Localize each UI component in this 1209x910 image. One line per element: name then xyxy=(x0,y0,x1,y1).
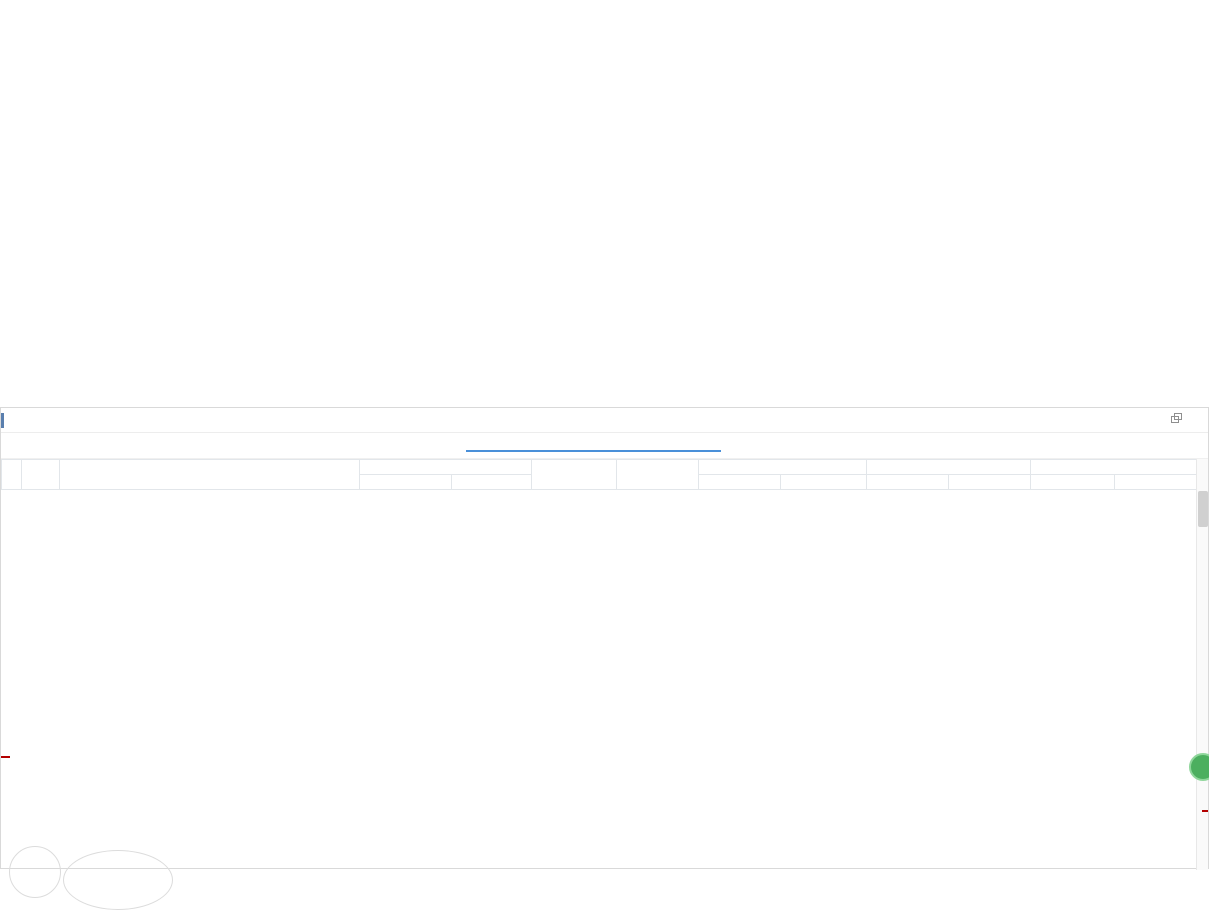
annotation-red-tick-right xyxy=(1202,810,1208,812)
total-amount-header xyxy=(1115,475,1199,490)
floating-helper-badge[interactable] xyxy=(1189,753,1209,781)
scrollbar-thumb[interactable] xyxy=(1198,491,1208,527)
scroll-down-arrow-icon[interactable] xyxy=(1197,858,1209,870)
column-highlight-line xyxy=(466,450,721,452)
watermark-circle xyxy=(63,850,173,910)
row-number-header xyxy=(2,460,22,490)
col-quarter-header xyxy=(532,460,617,490)
remaining-ratio-header xyxy=(867,475,949,490)
title-accent-bar xyxy=(1,413,4,428)
col-remaining-header xyxy=(867,460,1031,475)
total-ratio-header xyxy=(1031,475,1115,490)
watermark-circle xyxy=(9,846,61,898)
cost-entry-window xyxy=(0,407,1209,869)
col-name-header xyxy=(60,460,360,490)
completed-amount-header xyxy=(781,475,867,490)
vertical-scrollbar[interactable] xyxy=(1196,459,1208,870)
bid-ratio-header xyxy=(360,475,452,490)
remaining-amount-header xyxy=(949,475,1031,490)
completed-ratio-header xyxy=(699,475,781,490)
col-total-header xyxy=(1031,460,1199,475)
window-titlebar xyxy=(1,408,1208,433)
table-header-group-row xyxy=(2,460,1199,475)
col-bid-budget-header xyxy=(360,460,532,475)
col-completed-header xyxy=(699,460,867,475)
bid-amount-header xyxy=(452,475,532,490)
annotation-red-tick-left xyxy=(1,756,10,758)
col-seq-header xyxy=(22,460,60,490)
tab-bar xyxy=(1,434,1208,459)
restore-window-icon[interactable] xyxy=(1171,413,1182,423)
col-year-header xyxy=(617,460,699,490)
budget-summary-table xyxy=(1,459,1198,869)
cost-types-legend xyxy=(0,0,1209,405)
